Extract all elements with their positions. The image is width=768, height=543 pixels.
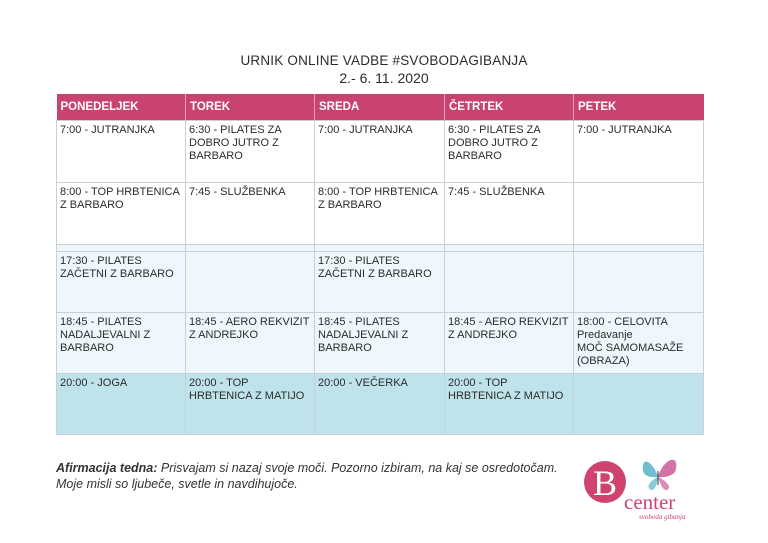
class-cell bbox=[186, 252, 315, 313]
class-cell: 6:30 - PILATES ZA DOBRO JUTRO Z BARBARO bbox=[186, 121, 315, 183]
spacer-row bbox=[57, 245, 704, 252]
day-header: TOREK bbox=[186, 94, 315, 121]
class-cell: 17:30 - PILATES ZAČETNI Z BARBARO bbox=[57, 252, 186, 313]
class-cell: 8:00 - TOP HRBTENICA Z BARBARO bbox=[57, 183, 186, 245]
class-cell: 20:00 - TOP HRBTENICA Z MATIJO bbox=[186, 374, 315, 435]
affirmation-label: Afirmacija tedna: bbox=[56, 461, 158, 475]
class-cell: 18:45 - AERO REKVIZIT Z ANDREJKO bbox=[186, 313, 315, 374]
class-cell: 18:45 - PILATES NADALJEVALNI Z BARBARO bbox=[57, 313, 186, 374]
class-cell: 7:00 - JUTRANJKA bbox=[574, 121, 704, 183]
class-cell: 20:00 - JOGA bbox=[57, 374, 186, 435]
class-cell: 7:45 - SLUŽBENKA bbox=[186, 183, 315, 245]
class-cell-lecture bbox=[574, 313, 704, 374]
lecture-title: MOČ SAMOMASAŽE (OBRAZA) bbox=[577, 342, 684, 367]
class-cell: 7:00 - JUTRANJKA bbox=[57, 121, 186, 183]
affirmation-text: Prisvajam si nazaj svoje moči. Pozorno izbiram, na kaj se osredotočam. Moje misli so ljubeče, svetle in navdihujoče. bbox=[56, 461, 558, 491]
day-header-row bbox=[57, 94, 704, 121]
schedule-title: URNIK ONLINE VADBE #SVOBODAGIBANJA bbox=[240, 53, 528, 68]
day-header: PETEK bbox=[574, 94, 704, 121]
logo-name: center bbox=[624, 490, 676, 514]
schedule-row bbox=[57, 183, 704, 245]
class-cell: 17:30 - PILATES ZAČETNI Z BARBARO bbox=[315, 252, 445, 313]
lecture-kind: Predavanje bbox=[577, 329, 633, 341]
logo-tagline: svoboda gibanja bbox=[639, 513, 686, 521]
class-cell: 7:00 - JUTRANJKA bbox=[315, 121, 445, 183]
day-header: SREDA bbox=[315, 94, 445, 121]
class-cell: 18:45 - PILATES NADALJEVALNI Z BARBARO bbox=[315, 313, 445, 374]
day-header: PONEDELJEK bbox=[57, 94, 186, 121]
class-cell: 20:00 - TOP HRBTENICA Z MATIJO bbox=[445, 374, 574, 435]
class-cell bbox=[574, 183, 704, 245]
class-cell: 18:45 - AERO REKVIZIT Z ANDREJKO bbox=[445, 313, 574, 374]
schedule-row bbox=[57, 313, 704, 374]
class-cell: 6:30 - PILATES ZA DOBRO JUTRO Z BARBARO bbox=[445, 121, 574, 183]
class-cell bbox=[445, 252, 574, 313]
class-cell: 8:00 - TOP HRBTENICA Z BARBARO bbox=[315, 183, 445, 245]
schedule-row bbox=[57, 121, 704, 183]
weekly-affirmation bbox=[56, 460, 576, 492]
class-cell: 20:00 - VEČERKA bbox=[315, 374, 445, 435]
day-header: ČETRTEK bbox=[445, 94, 574, 121]
class-cell bbox=[574, 374, 704, 435]
class-title: 18:00 - CELOVITA bbox=[577, 316, 668, 328]
schedule-table bbox=[56, 94, 704, 435]
schedule-row bbox=[57, 252, 704, 313]
b-center-logo bbox=[583, 447, 708, 527]
class-cell bbox=[574, 252, 704, 313]
schedule-dates: 2.- 6. 11. 2020 bbox=[339, 70, 429, 86]
class-cell: 7:45 - SLUŽBENKA bbox=[445, 183, 574, 245]
butterfly-icon bbox=[643, 460, 677, 490]
logo-letter: B bbox=[592, 463, 618, 503]
schedule-row bbox=[57, 374, 704, 435]
